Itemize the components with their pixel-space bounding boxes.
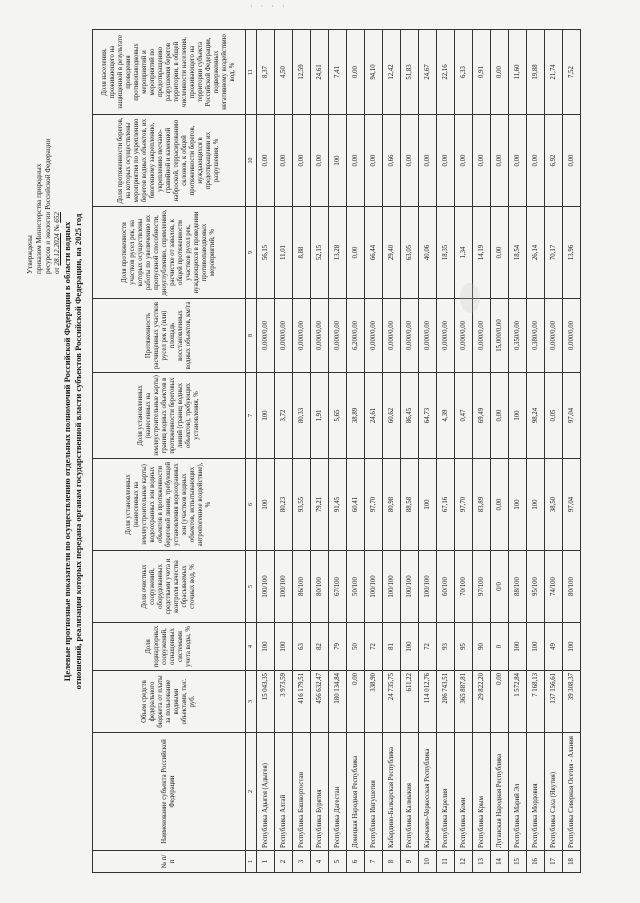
table-cell: 100	[275, 623, 293, 671]
table-cell: 4	[311, 851, 329, 873]
table-cell: 39 308,37	[563, 671, 581, 733]
table-cell: 24 735,75	[383, 671, 401, 733]
table-cell: 38,89	[347, 373, 365, 459]
table-cell: 100	[257, 623, 275, 671]
table-cell: 56,15	[257, 207, 275, 299]
table-cell: 5	[329, 851, 347, 873]
table-cell: 6,200/0,00	[347, 299, 365, 373]
table-cell: 365 887,81	[455, 671, 473, 733]
region-name-cell: Республика Саха (Якутия)	[545, 733, 563, 851]
table-row	[311, 30, 329, 873]
table-cell: 1	[257, 851, 275, 873]
table-cell: 100	[527, 459, 545, 551]
table-cell: 286 743,51	[437, 671, 455, 733]
table-cell: 80,98	[383, 459, 401, 551]
table-row	[401, 30, 419, 873]
approval-line-2: приказом Министерства природных	[35, 163, 43, 274]
approval-date-prefix: от	[53, 267, 61, 274]
table-cell: 16	[527, 851, 545, 873]
table-cell: 60,62	[383, 373, 401, 459]
region-name-cell: Кабардино-Балкарская Республика	[383, 733, 401, 851]
table-row	[437, 30, 455, 873]
scan-artifacts: · · · ·	[250, 2, 288, 11]
table-cell: 3,72	[275, 373, 293, 459]
table-cell: 80,33	[293, 373, 311, 459]
column-number: 1	[246, 851, 257, 873]
table-cell: 100	[329, 115, 347, 207]
table-body	[257, 30, 581, 873]
table-cell: 24,67	[419, 30, 437, 115]
table-cell: 8,88	[293, 207, 311, 299]
table-cell: 8	[383, 851, 401, 873]
table-cell: 3 973,59	[275, 671, 293, 733]
table-cell: 0,66	[383, 115, 401, 207]
table-cell: 91,45	[329, 459, 347, 551]
table-cell: 137 156,61	[545, 671, 563, 733]
table-cell: 63	[293, 623, 311, 671]
table-cell: 67,16	[437, 459, 455, 551]
table-cell: 0,00	[491, 671, 509, 733]
header-col-9: Доля протяженности участков русел рек, на которых осуществлены работы по увеличению их пропускной способности, дноуглублению, спрямлению, расчистке от завалов, к общей протяженности участков русел рек, нуждающихся в проведении противопаводковых мероприятий, %	[93, 207, 246, 299]
table-cell: 49	[545, 623, 563, 671]
table-cell: 93,55	[293, 459, 311, 551]
table-cell: 456 632,47	[311, 671, 329, 733]
table-cell: 70/100	[455, 551, 473, 623]
table-cell: 72	[419, 623, 437, 671]
table-cell: 0,000/0,00	[329, 299, 347, 373]
table-cell: 94,10	[365, 30, 383, 115]
table-row	[491, 30, 509, 873]
table-cell: 17	[545, 851, 563, 873]
table-cell: 180 134,84	[329, 671, 347, 733]
approval-line-3: ресурсов и экологии Российской Федерации	[44, 138, 52, 274]
table-cell: 3	[293, 851, 311, 873]
table-cell: 10	[419, 851, 437, 873]
region-name-cell: Республика Алтай	[275, 733, 293, 851]
table-row	[347, 30, 365, 873]
table-cell: 97,04	[563, 459, 581, 551]
table-row	[473, 30, 491, 873]
table-cell: 74/100	[545, 551, 563, 623]
table-row	[545, 30, 563, 873]
table-cell: 50/100	[347, 551, 365, 623]
table-cell: 0,00	[419, 115, 437, 207]
table-cell: 52,15	[311, 207, 329, 299]
table-cell: 93	[437, 623, 455, 671]
table-cell: 79,21	[311, 459, 329, 551]
table-cell: 0,00	[509, 115, 527, 207]
column-number: 2	[246, 733, 257, 851]
region-name-cell: Республика Калмыкия	[401, 733, 419, 851]
table-cell: 0,00	[527, 115, 545, 207]
table-cell: 0,00	[347, 671, 365, 733]
table-cell: 338,90	[365, 671, 383, 733]
column-number: 9	[246, 207, 257, 299]
table-cell: 12,59	[293, 30, 311, 115]
table-cell: 0,00	[473, 115, 491, 207]
table-cell: 0,00	[491, 459, 509, 551]
table-cell: 0,000/0,00	[293, 299, 311, 373]
table-cell: 88,58	[401, 459, 419, 551]
table-cell: 18	[563, 851, 581, 873]
table-cell: 0/0	[491, 551, 509, 623]
table-cell: 0,000/0,00	[311, 299, 329, 373]
header-col-2: Наименование субъекта Российской Федерации	[93, 733, 246, 851]
region-name-cell: Республика Коми	[455, 733, 473, 851]
table-cell: 100	[563, 623, 581, 671]
region-name-cell: Луганская Народная Республика	[491, 733, 509, 851]
region-name-cell: Республика Адыгея (Адыгея)	[257, 733, 275, 851]
table-cell: 98,24	[527, 373, 545, 459]
table-cell: 6	[347, 851, 365, 873]
table-cell: 95	[455, 623, 473, 671]
table-cell: 12,42	[383, 30, 401, 115]
table-cell: 13,96	[563, 207, 581, 299]
table-cell: 100/100	[365, 551, 383, 623]
column-number: 4	[246, 623, 257, 671]
header-col-8: Протяженность расчищенных участков русел рек и (или) площадь восстановленных водных объектов, км/га	[93, 299, 246, 373]
table-cell: 0,000/0,00	[365, 299, 383, 373]
title-line-1: Целевые прогнозные показатели по осуществлению отдельных полномочий Российской Федерации в области водных	[62, 221, 72, 682]
table-cell: 0,350/0,00	[509, 299, 527, 373]
table-cell: 4,39	[437, 373, 455, 459]
region-name-cell: Карачаево-Черкесская Республика	[419, 733, 437, 851]
table-cell: 11,60	[509, 30, 527, 115]
table-cell: 12	[455, 851, 473, 873]
header-col-6: Доля установленных (нанесенных на землеустроительные карты) водоохранных зон водных объектов в протяженности береговой линии, требующей установления водоохранных зон (участков водных объектов, испытывающих антропогенное воздействие), %	[93, 459, 246, 551]
table-cell: 26,14	[527, 207, 545, 299]
table-cell: 0,000/0,00	[383, 299, 401, 373]
column-number: 8	[246, 299, 257, 373]
table-row	[383, 30, 401, 873]
table-cell: 15 043,35	[257, 671, 275, 733]
region-name-cell: Республика Карелия	[437, 733, 455, 851]
approval-line-4	[53, 34, 62, 274]
table-cell: 100/100	[419, 551, 437, 623]
column-number: 11	[246, 30, 257, 115]
table-cell: 0,00	[365, 115, 383, 207]
table-cell: 6,33	[455, 30, 473, 115]
header-col-3: Объем средств федерального бюджета от платы за пользование водными объектами, тыс. руб.	[93, 671, 246, 733]
table-cell: 7,52	[563, 30, 581, 115]
table-cell: 1,91	[311, 373, 329, 459]
table-cell: 0,000/0,00	[563, 299, 581, 373]
table-cell: 14,19	[473, 207, 491, 299]
table-cell: 0,00	[401, 115, 419, 207]
table-cell: 24,61	[311, 30, 329, 115]
table-cell: 0,00	[293, 115, 311, 207]
table-cell: 100	[419, 459, 437, 551]
table-cell: 2	[275, 851, 293, 873]
table-cell: 100/100	[275, 551, 293, 623]
table-cell: 38,50	[545, 459, 563, 551]
table-cell: 86,45	[401, 373, 419, 459]
table-cell: 83,89	[473, 459, 491, 551]
table-cell: 0,00	[455, 115, 473, 207]
table-cell: 0,00	[437, 115, 455, 207]
table-cell: 66,44	[365, 207, 383, 299]
table-cell: 13,28	[329, 207, 347, 299]
header-col-10: Доля протяженности берегов, на которых осуществлены мероприятия по укреплению берегов водных объектов, их биогенному закреплению, укреплению песчано-гравийной и каменной наброской, террасированию склонов, к общей протяженности берегов, нуждающихся в предотвращении их разрушения, %	[93, 115, 246, 207]
table-cell: 0,00	[347, 207, 365, 299]
table-cell: 100/100	[257, 551, 275, 623]
table-cell: 0,00	[311, 115, 329, 207]
table-cell: 1,34	[455, 207, 473, 299]
table-cell: 0,00	[491, 30, 509, 115]
region-name-cell: Республика Марий Эл	[509, 733, 527, 851]
table-cell: 0,00	[491, 207, 509, 299]
header-col-7: Доля установленных (нанесенных на землеустроительные карты) границ водных объектов в протяженности береговых линий (границ водных объектов), требующих установления, %	[93, 373, 246, 459]
table-cell: 0,47	[455, 373, 473, 459]
table-cell: 0,00	[491, 115, 509, 207]
table-cell: 15,000/0,00	[491, 299, 509, 373]
table-cell: 100	[257, 459, 275, 551]
table-cell: 29 822,20	[473, 671, 491, 733]
table-cell: 0,05	[545, 373, 563, 459]
table-cell: 114 012,76	[419, 671, 437, 733]
column-number: 3	[246, 671, 257, 733]
table-cell: 24,61	[365, 373, 383, 459]
table-cell: 9	[401, 851, 419, 873]
column-number: 5	[246, 551, 257, 623]
table-cell: 100	[401, 623, 419, 671]
table-cell: 72	[365, 623, 383, 671]
table-cell: 60/100	[437, 551, 455, 623]
column-number: 6	[246, 459, 257, 551]
table-cell: 100	[509, 459, 527, 551]
table-cell: 0	[491, 623, 509, 671]
title-line-2: отношений, реализация которых передана органам государственной власти субъектов Российской Федерации, на 2025 год	[73, 213, 83, 690]
table-cell: 0,000/0,00	[545, 299, 563, 373]
table-cell: 82	[311, 623, 329, 671]
table-cell: 7,41	[329, 30, 347, 115]
column-number: 7	[246, 373, 257, 459]
table-row	[455, 30, 473, 873]
table-cell: 0,000/0,00	[455, 299, 473, 373]
table-cell: 0,000/0,00	[401, 299, 419, 373]
table-cell: 14	[491, 851, 509, 873]
region-name-cell: Республика Бурятия	[311, 733, 329, 851]
approval-date: 28.12.2024	[53, 233, 61, 266]
table-row	[509, 30, 527, 873]
table-cell: 80/100	[311, 551, 329, 623]
table-cell: 15	[509, 851, 527, 873]
header-col-4: Доля поднадзорных сооружений, оснащенных системами учета воды, %	[93, 623, 246, 671]
rotated-page	[20, 20, 620, 883]
table-cell: 19,88	[527, 30, 545, 115]
table-cell: 29,40	[383, 207, 401, 299]
region-name-cell: Республика Мордовия	[527, 733, 545, 851]
table-cell: 7	[365, 851, 383, 873]
table-cell: 4,50	[275, 30, 293, 115]
header-col-11: Доля населения, проживающего на защищенной в результате проведения противопаводковых мероприятий и мероприятий по предотвращению разрушения берегов территории, в общей численности населения, проживающего на территории субъекта Российской Федерации, подверженных негативному воздействию вод, %	[93, 30, 246, 115]
table-cell: 86/100	[293, 551, 311, 623]
scan-smudge	[460, 283, 480, 313]
table-cell: 97,70	[455, 459, 473, 551]
table-cell: 0,00	[275, 115, 293, 207]
approval-stamp	[26, 34, 62, 274]
region-name-cell: Республика Крым	[473, 733, 491, 851]
region-name-cell: Республика Северная Осетия - Алания	[563, 733, 581, 851]
table-cell: 63,05	[401, 207, 419, 299]
column-number-row	[246, 30, 257, 873]
table-cell: 90	[473, 623, 491, 671]
table-cell: 67/100	[329, 551, 347, 623]
document-title	[62, 60, 84, 843]
table-cell: 0,000/0,00	[419, 299, 437, 373]
table-row	[365, 30, 383, 873]
approval-number-prefix: №	[53, 224, 61, 232]
table-cell: 18,35	[437, 207, 455, 299]
table-cell: 0,00	[563, 115, 581, 207]
table-cell: 40,06	[419, 207, 437, 299]
table-cell: 0,380/0,00	[527, 299, 545, 373]
table-cell: 79	[329, 623, 347, 671]
table-row	[527, 30, 545, 873]
table-row	[293, 30, 311, 873]
table-cell: 21,74	[545, 30, 563, 115]
table-row	[419, 30, 437, 873]
table-cell: 51,83	[401, 30, 419, 115]
table-cell: 0,000/0,00	[257, 299, 275, 373]
table-row	[275, 30, 293, 873]
table-cell: 80,23	[275, 459, 293, 551]
table-cell: 6,92	[545, 115, 563, 207]
indicators-table	[92, 29, 581, 873]
table-cell: 97,04	[563, 373, 581, 459]
table-cell: 11	[437, 851, 455, 873]
table-cell: 100	[257, 373, 275, 459]
table-cell: 0,91	[473, 30, 491, 115]
table-cell: 0,00	[257, 115, 275, 207]
table-cell: 0,000/0,00	[437, 299, 455, 373]
table-cell: 100	[509, 623, 527, 671]
header-col-1: № п/п	[93, 851, 246, 873]
table-cell: 1 572,84	[509, 671, 527, 733]
table-cell: 64,73	[419, 373, 437, 459]
table-row	[563, 30, 581, 873]
table-cell: 18,54	[509, 207, 527, 299]
table-cell: 5,65	[329, 373, 347, 459]
table-cell: 22,16	[437, 30, 455, 115]
table-row	[257, 30, 275, 873]
table-cell: 100/100	[401, 551, 419, 623]
table-row	[329, 30, 347, 873]
region-name-cell: Республика Дагестан	[329, 733, 347, 851]
table-cell: 0,00	[491, 373, 509, 459]
header-col-5: Доля очистных сооружений, оборудованных средствами учета и контроля качества сбрасываемых сточных вод, %	[93, 551, 246, 623]
table-cell: 11,01	[275, 207, 293, 299]
region-name-cell: Республика Ингушетия	[365, 733, 383, 851]
table-cell: 69,49	[473, 373, 491, 459]
region-name-cell: Республика Башкортостан	[293, 733, 311, 851]
table-cell: 70,17	[545, 207, 563, 299]
table-cell: 13	[473, 851, 491, 873]
table-cell: 97,70	[365, 459, 383, 551]
table-cell: 0,00	[347, 115, 365, 207]
table-cell: 100	[509, 373, 527, 459]
table-cell: 95/100	[527, 551, 545, 623]
region-name-cell: Донецкая Народная Республика	[347, 733, 365, 851]
header-row	[93, 30, 246, 873]
table-cell: 611,22	[401, 671, 419, 733]
table-cell: 97/100	[473, 551, 491, 623]
column-number: 10	[246, 115, 257, 207]
table-cell: 88/100	[509, 551, 527, 623]
table-cell: 7 168,13	[527, 671, 545, 733]
table-cell: 80/100	[563, 551, 581, 623]
table-cell: 81	[383, 623, 401, 671]
table-cell: 416 179,51	[293, 671, 311, 733]
approval-number: 652	[53, 211, 61, 223]
table-cell: 60,41	[347, 459, 365, 551]
table-cell: 0,00	[347, 30, 365, 115]
table-cell: 8,37	[257, 30, 275, 115]
table-cell: 0,000/0,00	[275, 299, 293, 373]
table-cell: 50	[347, 623, 365, 671]
table-cell: 0,000/0,00	[473, 299, 491, 373]
approval-line-1: Утверждены	[26, 235, 34, 274]
table-cell: 100	[527, 623, 545, 671]
table-cell: 100/100	[383, 551, 401, 623]
